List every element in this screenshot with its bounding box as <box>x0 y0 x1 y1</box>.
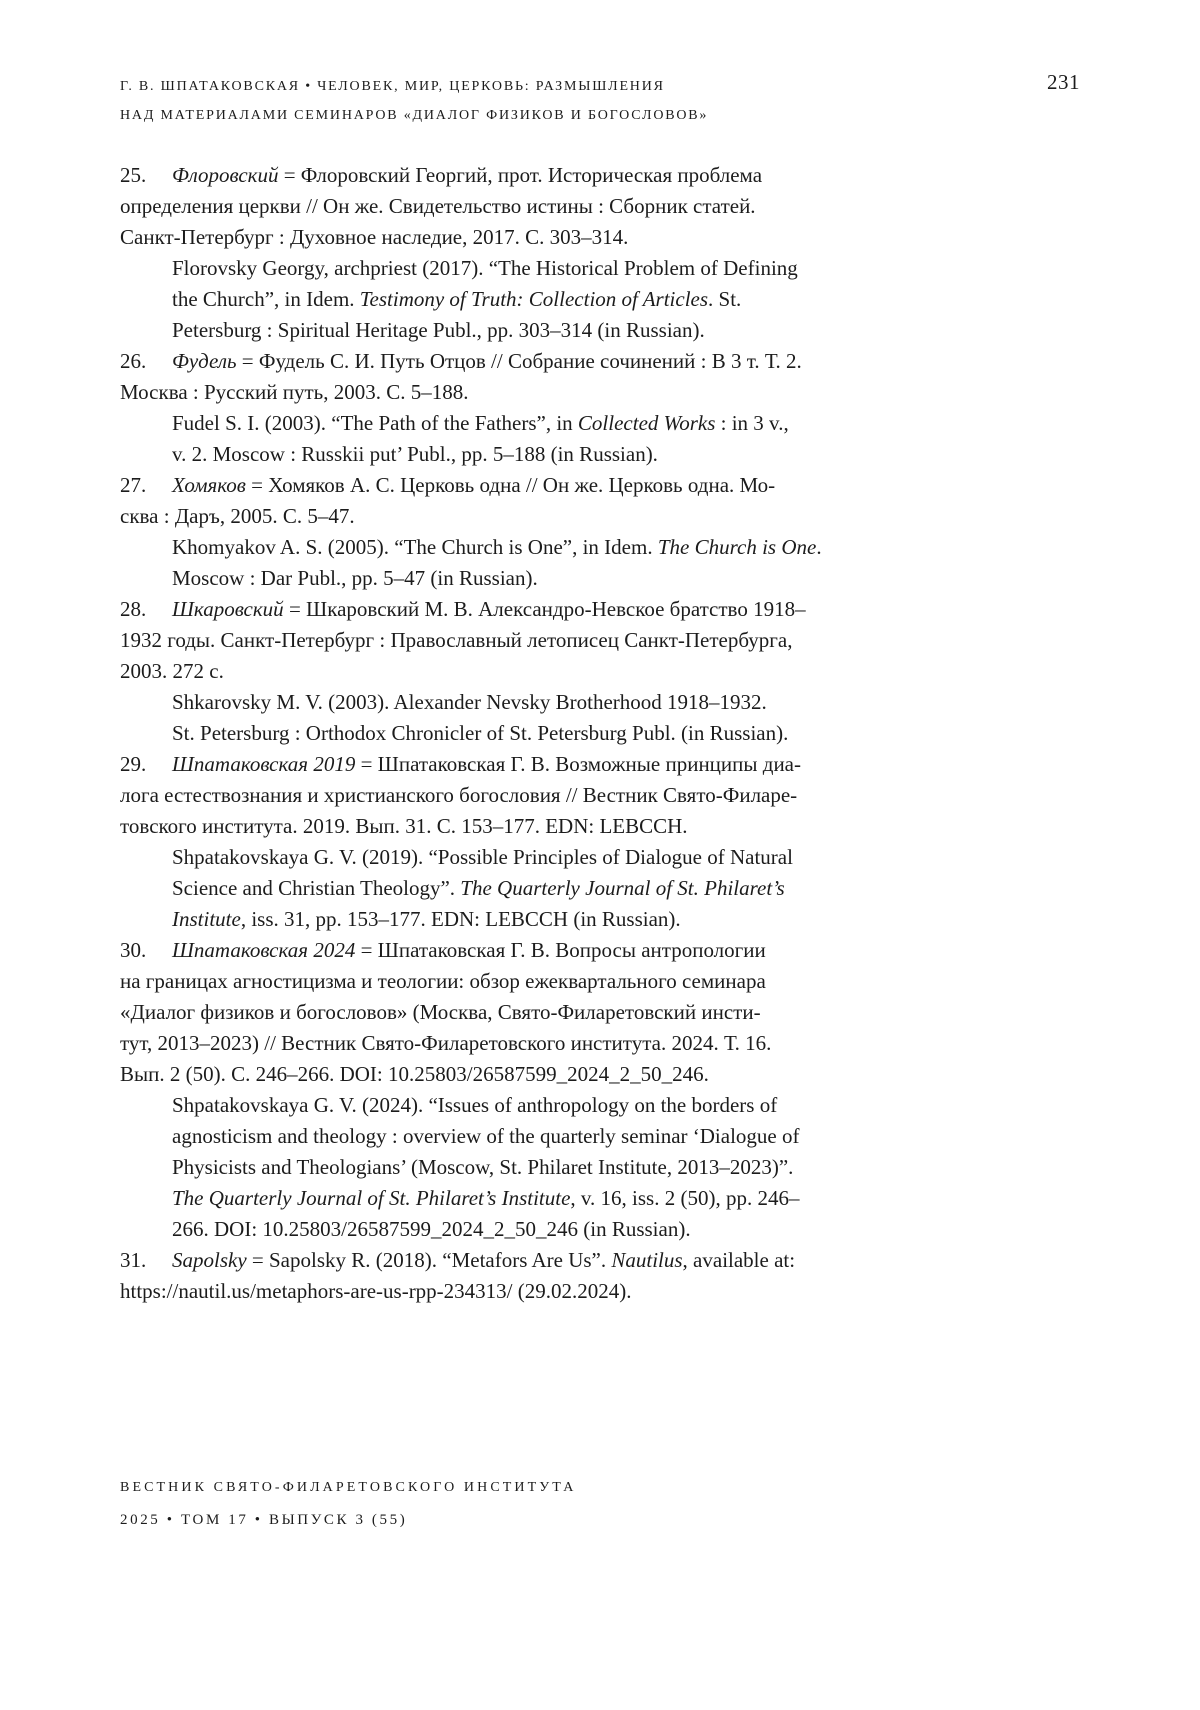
reference-item <box>120 935 1100 1245</box>
reference-item <box>120 594 1100 749</box>
reference-text: = Sapolsky R. (2018). “Metafors Are Us”. <box>246 1248 612 1272</box>
reference-text-italic: Фудель <box>172 349 237 373</box>
reference-translation <box>120 1090 1100 1245</box>
reference-text: : in 3 v., <box>715 411 789 435</box>
reference-text: Санкт-Петербург : Духовное наследие, 2017. С. 303–314. <box>120 225 629 249</box>
reference-line <box>120 594 1100 625</box>
reference-citation <box>120 935 1100 1090</box>
reference-line <box>120 966 1100 997</box>
reference-text: Moscow : Dar Publ., pp. 5–47 (in Russian). <box>172 566 538 590</box>
reference-line <box>120 191 1100 222</box>
reference-text-italic: Sapolsky <box>172 1248 247 1272</box>
reference-text: Physicists and Theologians’ (Moscow, St. Philaret Institute, 2013–2023)”. <box>172 1155 794 1179</box>
reference-text: v. 2. Moscow : Russkii put’ Publ., pp. 5–188 (in Russian). <box>172 442 658 466</box>
reference-text: Fudel S. I. (2003). “The Path of the Fathers”, in <box>172 411 578 435</box>
reference-line <box>120 222 1100 253</box>
reference-number: 28. <box>120 597 147 621</box>
reference-text: лога естествознания и христианского богословия // Вестник Свято-Филаре- <box>120 783 798 807</box>
reference-line <box>120 284 1100 315</box>
page-number: 231 <box>1047 70 1080 94</box>
running-head-line-2: НАД МАТЕРИАЛАМИ СЕМИНАРОВ «ДИАЛОГ ФИЗИКОВ И БОГОСЛОВОВ» <box>120 108 709 123</box>
reference-list <box>120 160 1100 1307</box>
reference-text-italic: Nautilus <box>611 1248 683 1272</box>
reference-translation <box>120 408 1100 470</box>
reference-text: Florovsky Georgy, archpriest (2017). “The Historical Problem of Defining <box>172 256 798 280</box>
reference-line <box>120 501 1100 532</box>
reference-text-italic: The Quarterly Journal of St. Philaret’s Institute <box>172 1186 571 1210</box>
reference-text-italic: Хомяков <box>172 473 246 497</box>
reference-line <box>120 935 1100 966</box>
reference-text: = Шпатаковская Г. В. Возможные принципы диа- <box>355 752 801 776</box>
reference-text: на границах агностицизма и теологии: обзор ежеквартального семинара <box>120 969 766 993</box>
reference-text-italic: Collected Works <box>577 411 716 435</box>
reference-item <box>120 1245 1100 1307</box>
footer-journal-title: ВЕСТНИК СВЯТО-ФИЛАРЕТОВСКОГО ИНСТИТУТА <box>120 1480 577 1495</box>
footer-issue-info: 2025 • ТОМ 17 • ВЫПУСК 3 (55) <box>120 1512 408 1528</box>
reference-line <box>120 842 1100 873</box>
reference-text: = Хомяков А. С. Церковь одна // Он же. Церковь одна. Мо- <box>245 473 776 497</box>
reference-text: Shpatakovskaya G. V. (2024). “Issues of anthropology on the borders of <box>172 1093 778 1117</box>
reference-text: , v. 16, iss. 2 (50), pp. 246– <box>570 1186 800 1210</box>
reference-translation <box>120 842 1100 935</box>
reference-item <box>120 346 1100 470</box>
running-head <box>120 72 1080 130</box>
reference-line <box>120 904 1100 935</box>
reference-text: = Флоровский Георгий, прот. Историческая проблема <box>278 163 763 187</box>
reference-line <box>120 687 1100 718</box>
reference-text-italic: Флоровский <box>172 163 279 187</box>
reference-number: 30. <box>120 938 147 962</box>
reference-text-italic: The Church is One <box>657 535 817 559</box>
reference-number: 25. <box>120 163 147 187</box>
reference-line <box>120 1214 1100 1245</box>
reference-line <box>120 1183 1100 1214</box>
reference-number: 26. <box>120 349 147 373</box>
reference-text: , available at: <box>682 1248 796 1272</box>
reference-line <box>120 470 1100 501</box>
reference-text: the Church”, in Idem. <box>172 287 360 311</box>
reference-line <box>120 749 1100 780</box>
reference-line <box>120 1059 1100 1090</box>
reference-text: 1932 годы. Санкт-Петербург : Православный летописец Санкт-Петербурга, <box>120 628 793 652</box>
reference-citation <box>120 160 1100 253</box>
reference-text: = Шпатаковская Г. В. Вопросы антропологии <box>355 938 766 962</box>
reference-line <box>120 346 1100 377</box>
reference-text: 2003. 272 с. <box>120 659 224 683</box>
reference-text: «Диалог физиков и богословов» (Москва, Свято-Филаретовский инсти- <box>120 1000 761 1024</box>
reference-text-italic: Testimony of Truth: Collection of Articles <box>359 287 709 311</box>
reference-text: = Шкаровский М. В. Александро-Невское братство 1918– <box>283 597 806 621</box>
reference-text: сква : Даръ, 2005. С. 5–47. <box>120 504 355 528</box>
reference-line <box>120 439 1100 470</box>
reference-text: Shpatakovskaya G. V. (2019). “Possible Principles of Dialogue of Natural <box>172 845 793 869</box>
reference-translation <box>120 532 1100 594</box>
reference-text: = Фудель С. И. Путь Отцов // Собрание сочинений : В 3 т. Т. 2. <box>236 349 802 373</box>
reference-line <box>120 315 1100 346</box>
reference-item <box>120 749 1100 935</box>
reference-line <box>120 563 1100 594</box>
page-footer <box>120 1478 1080 1530</box>
reference-line <box>120 997 1100 1028</box>
reference-text: . <box>816 535 822 559</box>
reference-line <box>120 656 1100 687</box>
reference-text: https://nautil.us/metaphors-are-us-rpp-234313/ (29.02.2024). <box>120 1279 632 1303</box>
reference-line <box>120 1276 1100 1307</box>
reference-text-italic: The Quarterly Journal of St. Philaret’s <box>460 876 785 900</box>
reference-citation <box>120 594 1100 687</box>
reference-text: , iss. 31, pp. 153–177. EDN: LEBCCH (in Russian). <box>240 907 681 931</box>
reference-line <box>120 377 1100 408</box>
reference-text: St. Petersburg : Orthodox Chronicler of St. Petersburg Publ. (in Russian). <box>172 721 789 745</box>
reference-text: agnosticism and theology : overview of the quarterly seminar ‘Dialogue of <box>172 1124 800 1148</box>
reference-line <box>120 1245 1100 1276</box>
reference-text: Москва : Русский путь, 2003. С. 5–188. <box>120 380 469 404</box>
reference-translation <box>120 687 1100 749</box>
reference-line <box>120 780 1100 811</box>
reference-text: . St. <box>708 287 742 311</box>
reference-line <box>120 1028 1100 1059</box>
reference-text-italic: Шкаровский <box>172 597 284 621</box>
reference-citation <box>120 470 1100 532</box>
reference-line <box>120 1121 1100 1152</box>
reference-text: Science and Christian Theology”. <box>172 876 461 900</box>
reference-number: 27. <box>120 473 147 497</box>
reference-item <box>120 160 1100 346</box>
reference-text: Khomyakov A. S. (2005). “The Church is One”, in Idem. <box>172 535 658 559</box>
reference-text: Вып. 2 (50). С. 246–266. DOI: 10.25803/26587599_2024_2_50_246. <box>120 1062 709 1086</box>
reference-line <box>120 532 1100 563</box>
reference-number: 31. <box>120 1248 147 1272</box>
reference-line <box>120 1152 1100 1183</box>
reference-text: Shkarovsky M. V. (2003). Alexander Nevsky Brotherhood 1918–1932. <box>172 690 767 714</box>
reference-line <box>120 253 1100 284</box>
reference-citation <box>120 346 1100 408</box>
reference-line <box>120 625 1100 656</box>
reference-text: 266. DOI: 10.25803/26587599_2024_2_50_246 (in Russian). <box>172 1217 691 1241</box>
reference-citation <box>120 749 1100 842</box>
reference-line <box>120 408 1100 439</box>
reference-text: определения церкви // Он же. Свидетельство истины : Сборник статей. <box>120 194 756 218</box>
reference-line <box>120 160 1100 191</box>
reference-line <box>120 718 1100 749</box>
reference-item <box>120 470 1100 594</box>
reference-text-italic: Шпатаковская 2019 <box>172 752 356 776</box>
running-head-line-1: Г. В. ШПАТАКОВСКАЯ • ЧЕЛОВЕК, МИР, ЦЕРКОВЬ: РАЗМЫШЛЕНИЯ <box>120 79 665 94</box>
reference-line <box>120 1090 1100 1121</box>
reference-line <box>120 811 1100 842</box>
reference-text: тут, 2013–2023) // Вестник Свято-Филаретовского института. 2024. Т. 16. <box>120 1031 772 1055</box>
reference-line <box>120 873 1100 904</box>
reference-text: Petersburg : Spiritual Heritage Publ., pp. 303–314 (in Russian). <box>172 318 705 342</box>
reference-text: товского института. 2019. Вып. 31. С. 153–177. EDN: LEBCCH. <box>120 814 688 838</box>
reference-number: 29. <box>120 752 147 776</box>
reference-text-italic: Institute <box>172 907 241 931</box>
reference-text-italic: Шпатаковская 2024 <box>172 938 356 962</box>
reference-translation <box>120 253 1100 346</box>
reference-citation <box>120 1245 1100 1307</box>
